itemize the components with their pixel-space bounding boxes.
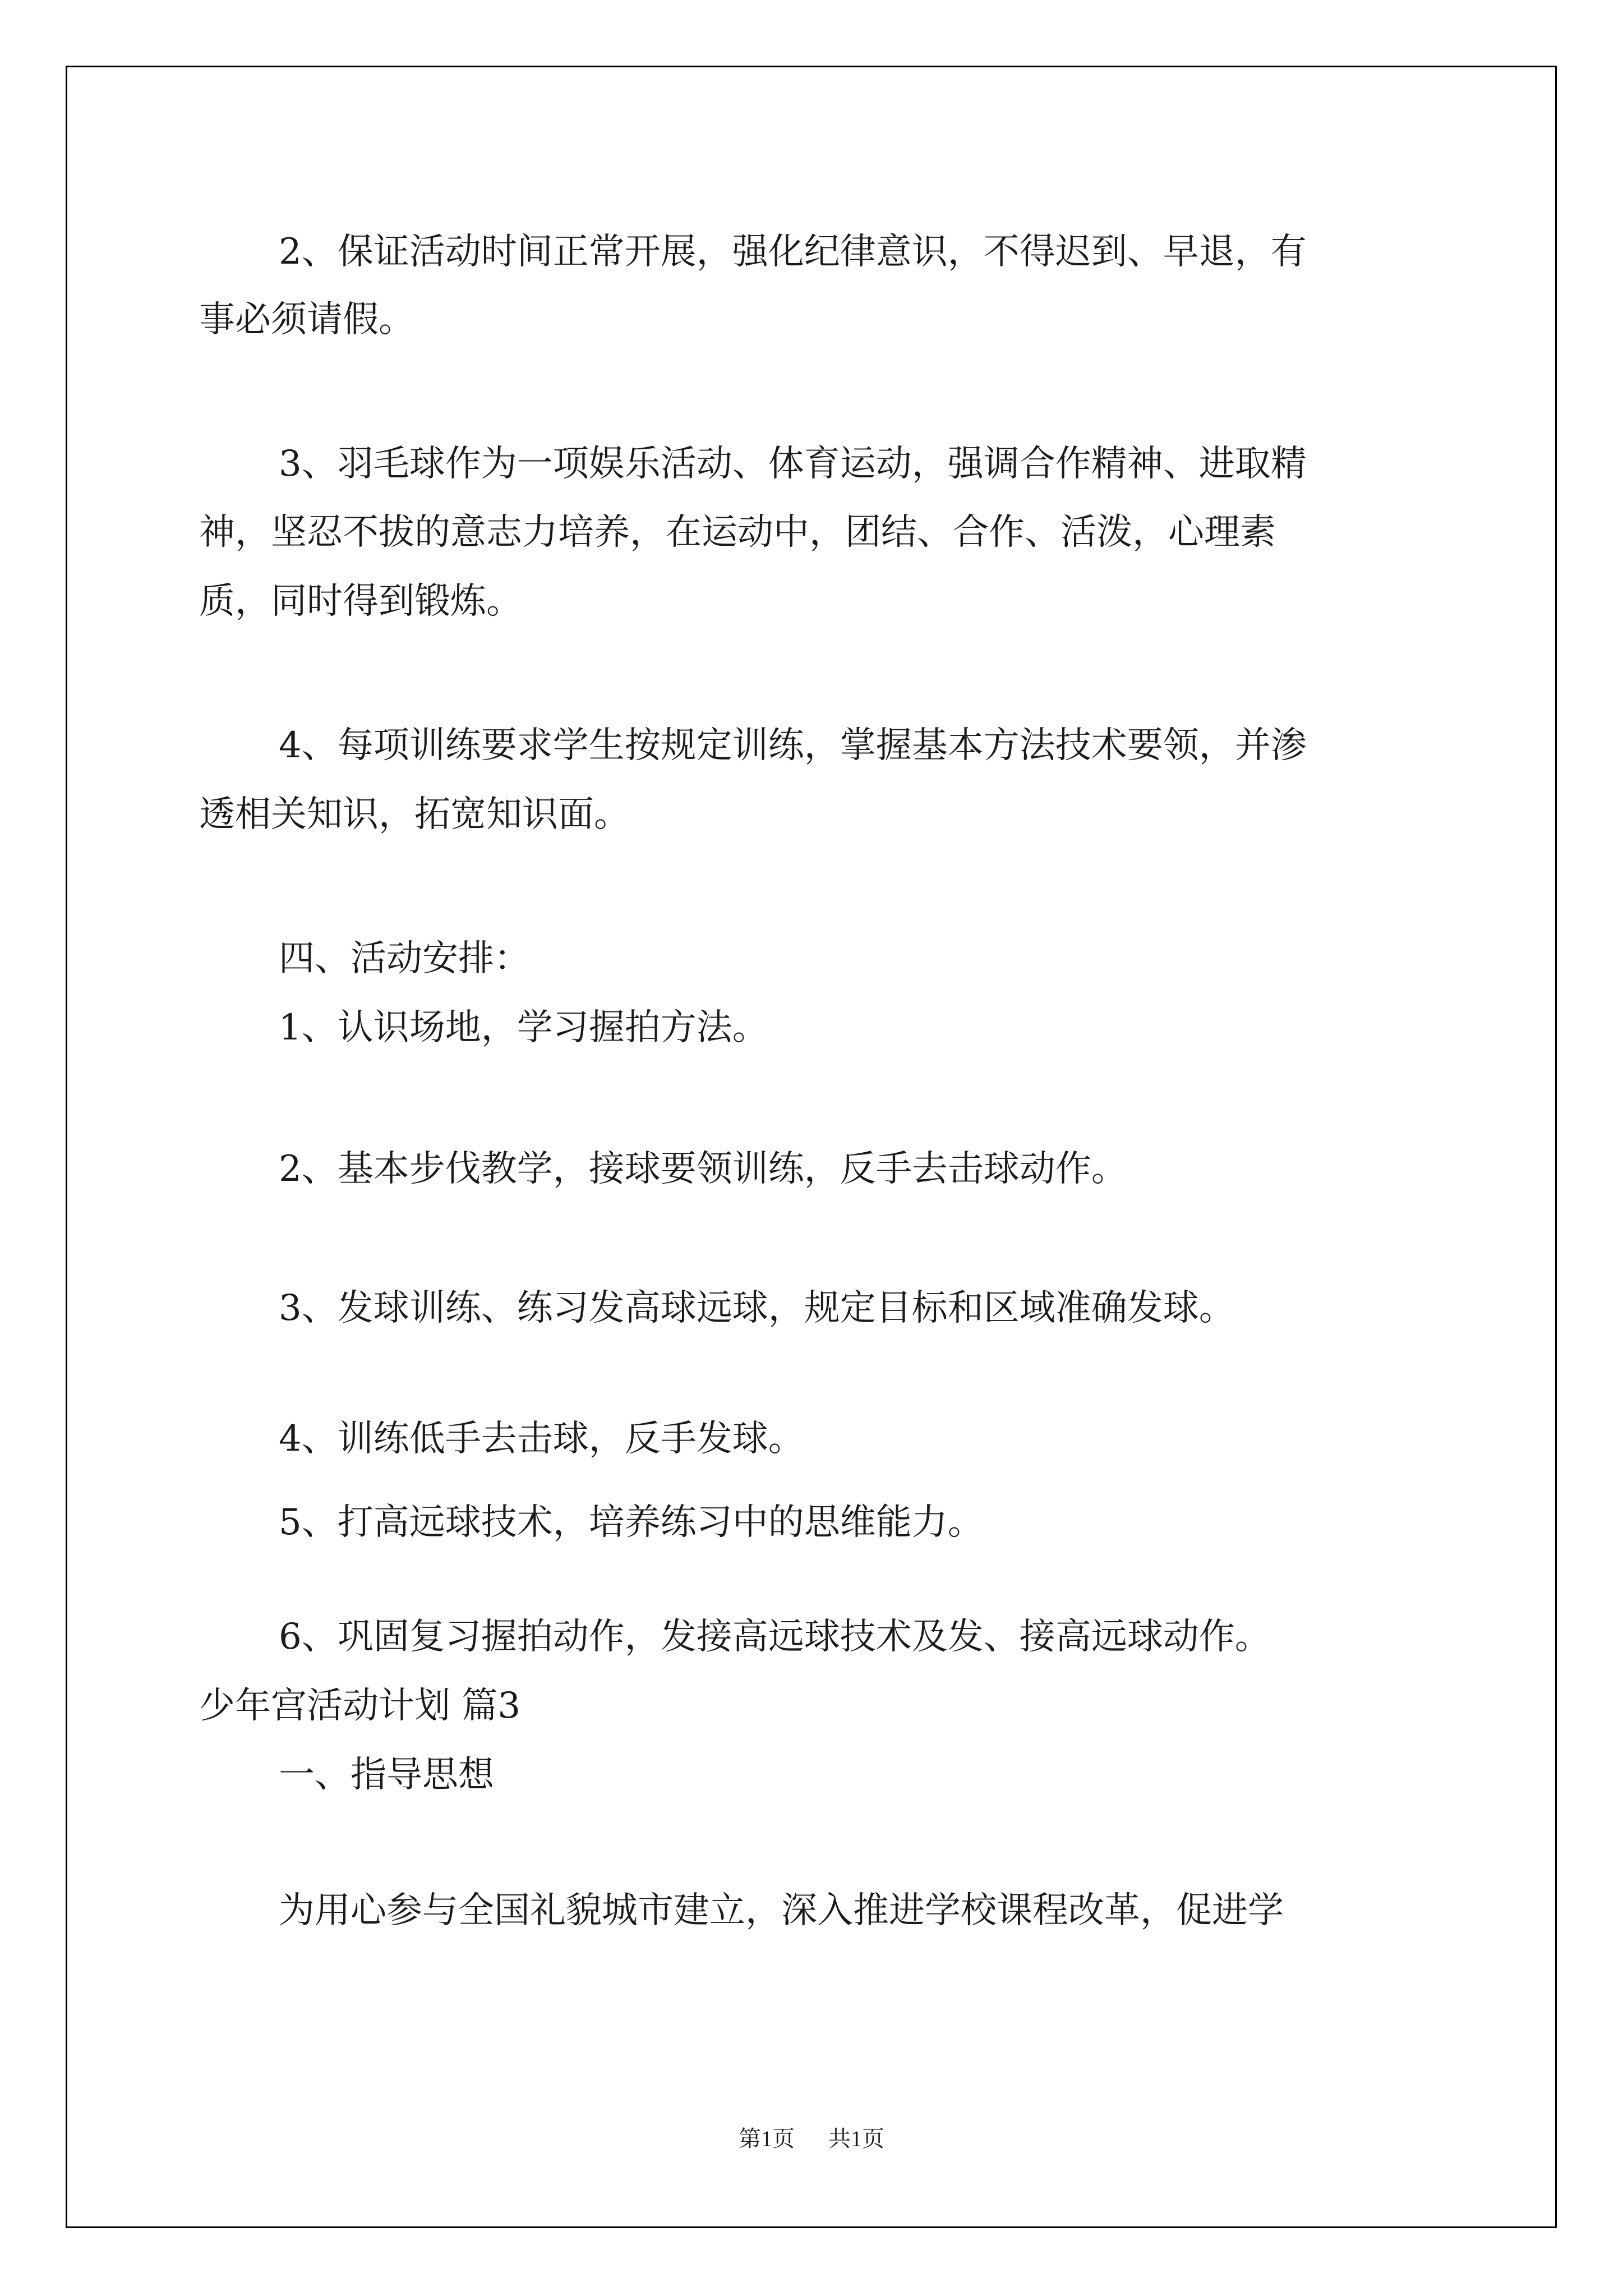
article-title: 少年宫活动计划 篇3 <box>199 1685 521 1727</box>
paragraph-line: 事必须请假。 <box>199 299 414 341</box>
paragraph-line: 4、每项训练要求学生按规定训练，掌握基本方法技术要领，并渗 <box>279 725 1307 766</box>
list-item: 3、发球训练、练习发高球远球，规定目标和区域准确发球。 <box>279 1287 1235 1329</box>
section-heading: 四、活动安排： <box>279 938 530 979</box>
paragraph-line: 透相关知识，拓宽知识面。 <box>199 794 630 835</box>
list-item: 1、认识场地，学习握拍方法。 <box>279 1007 768 1048</box>
paragraph-line: 2、保证活动时间正常开展，强化纪律意识，不得迟到、早退，有 <box>279 231 1307 273</box>
section-heading: 一、指导思想 <box>279 1754 494 1796</box>
page-number-current: 第1页 <box>739 2126 795 2151</box>
paragraph-line: 质，同时得到锻炼。 <box>199 581 522 622</box>
list-item: 4、训练低手去击球，反手发球。 <box>279 1418 804 1460</box>
list-item: 5、打高远球技术，培养练习中的思维能力。 <box>279 1502 984 1543</box>
list-item: 2、基本步伐教学，接球要领训练，反手去击球动作。 <box>279 1148 1127 1190</box>
page-number-total: 共1页 <box>828 2126 884 2151</box>
list-item: 6、巩固复习握拍动作，发接高远球技术及发、接高远球动作。 <box>279 1616 1271 1658</box>
paragraph-line: 神，坚忍不拔的意志力培养，在运动中，团结、合作、活泼，心理素 <box>199 512 1276 553</box>
page-footer <box>0 2128 1623 2150</box>
paragraph-line: 为用心参与全国礼貌城市建立，深入推进学校课程改革，促进学 <box>279 1890 1284 1931</box>
paragraph-line: 3、羽毛球作为一项娱乐活动、体育运动，强调合作精神、进取精 <box>279 443 1307 485</box>
